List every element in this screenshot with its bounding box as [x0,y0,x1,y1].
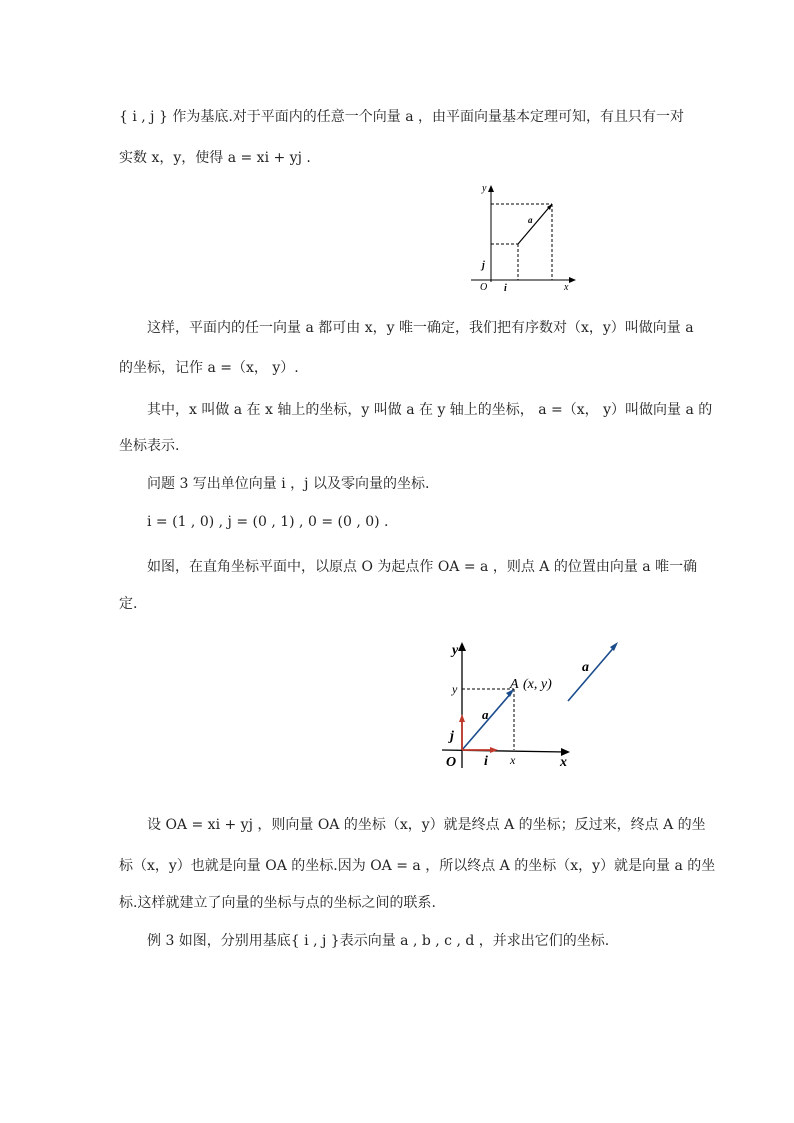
fig2-point-a-label: A [510,677,519,692]
paragraph-line-6: 坐标表示. [119,438,180,454]
fig1-x-label: x [564,282,569,293]
fig1-origin-label: O [480,282,488,293]
paragraph-line-11: 设 OA = xi + yj ，则向量 OA 的坐标（x，y）就是终点 A 的坐标；反过来，终点 A 的坐 [147,817,706,833]
fig2-point-a-coords: (x, y) [523,677,552,692]
fig1-i-label: i [504,283,507,294]
paragraph-line-2: 实数 x，y，使得 a = xi + yj . [119,150,311,166]
paragraph-line-3: 这样，平面内的任一向量 a 都可由 x，y 唯一确定，我们把有序数对（x，y）叫做向量 a [147,320,694,336]
y-axis-arrow-icon [488,185,494,192]
vector-a [518,204,552,244]
fig1-j-label: j [482,260,485,271]
paragraph-line-8: i = (1 , 0) , j = (0 , 1) , 0 = (0 , 0) . [147,514,389,530]
y-axis-arrow-icon [458,642,466,651]
paragraph-line-1: { i , j } 作为基底.对于平面内的任意一个向量 a ，由平面向量基本定理可知，有且只有一对 [119,109,685,125]
paragraph-line-12: 标（x，y）也就是向量 OA 的坐标.因为 OA = a ，所以终点 A 的坐标（x，y）就是向量 a 的坐 [119,858,716,874]
paragraph-line-9: 如图，在直角坐标平面中，以原点 O 为起点作 OA = a ，则点 A 的位置由向量 a 唯一确 [147,559,698,575]
figure-basis-decomposition [466,182,581,297]
fig2-j-label: j [450,729,454,744]
fig2-a-label: a [482,707,489,722]
paragraph-line-13: 标.这样就建立了向量的坐标与点的坐标之间的联系. [119,895,436,911]
paragraph-line-7: 问题 3 写出单位向量 i ，j 以及零向量的坐标. [147,476,430,492]
paragraph-line-10: 定. [119,596,138,612]
fig1-a-label: a [528,215,533,225]
free-vector-a [568,645,616,701]
fig2-y-tick-label: y [452,682,458,696]
fig2-i-label: i [484,754,488,769]
fig1-y-label: y [482,183,487,194]
fig2-free-a-label: a [582,660,589,675]
fig2-y-axis-label: y [452,643,459,658]
paragraph-line-5: 其中，x 叫做 a 在 x 轴上的坐标，y 叫做 a 在 y 轴上的坐标， a =（x， y）叫做向量 a 的 [147,402,713,418]
paragraph-line-4: 的坐标，记作 a =（x， y）. [119,360,299,376]
fig2-x-axis-label: x [560,755,567,770]
fig2-x-tick-label: x [510,753,516,767]
x-axis [442,750,566,752]
paragraph-line-14: 例 3 如图，分别用基底{ i , j }表示向量 a , b , c , d ，并求出它们的坐标. [147,933,610,949]
fig2-origin-label: O [446,755,457,770]
unit-vector-i-arrow-icon [490,747,498,753]
figure-point-vector [434,638,634,778]
unit-vector-j-arrow-icon [459,714,465,722]
x-axis-arrow-icon [569,277,576,283]
